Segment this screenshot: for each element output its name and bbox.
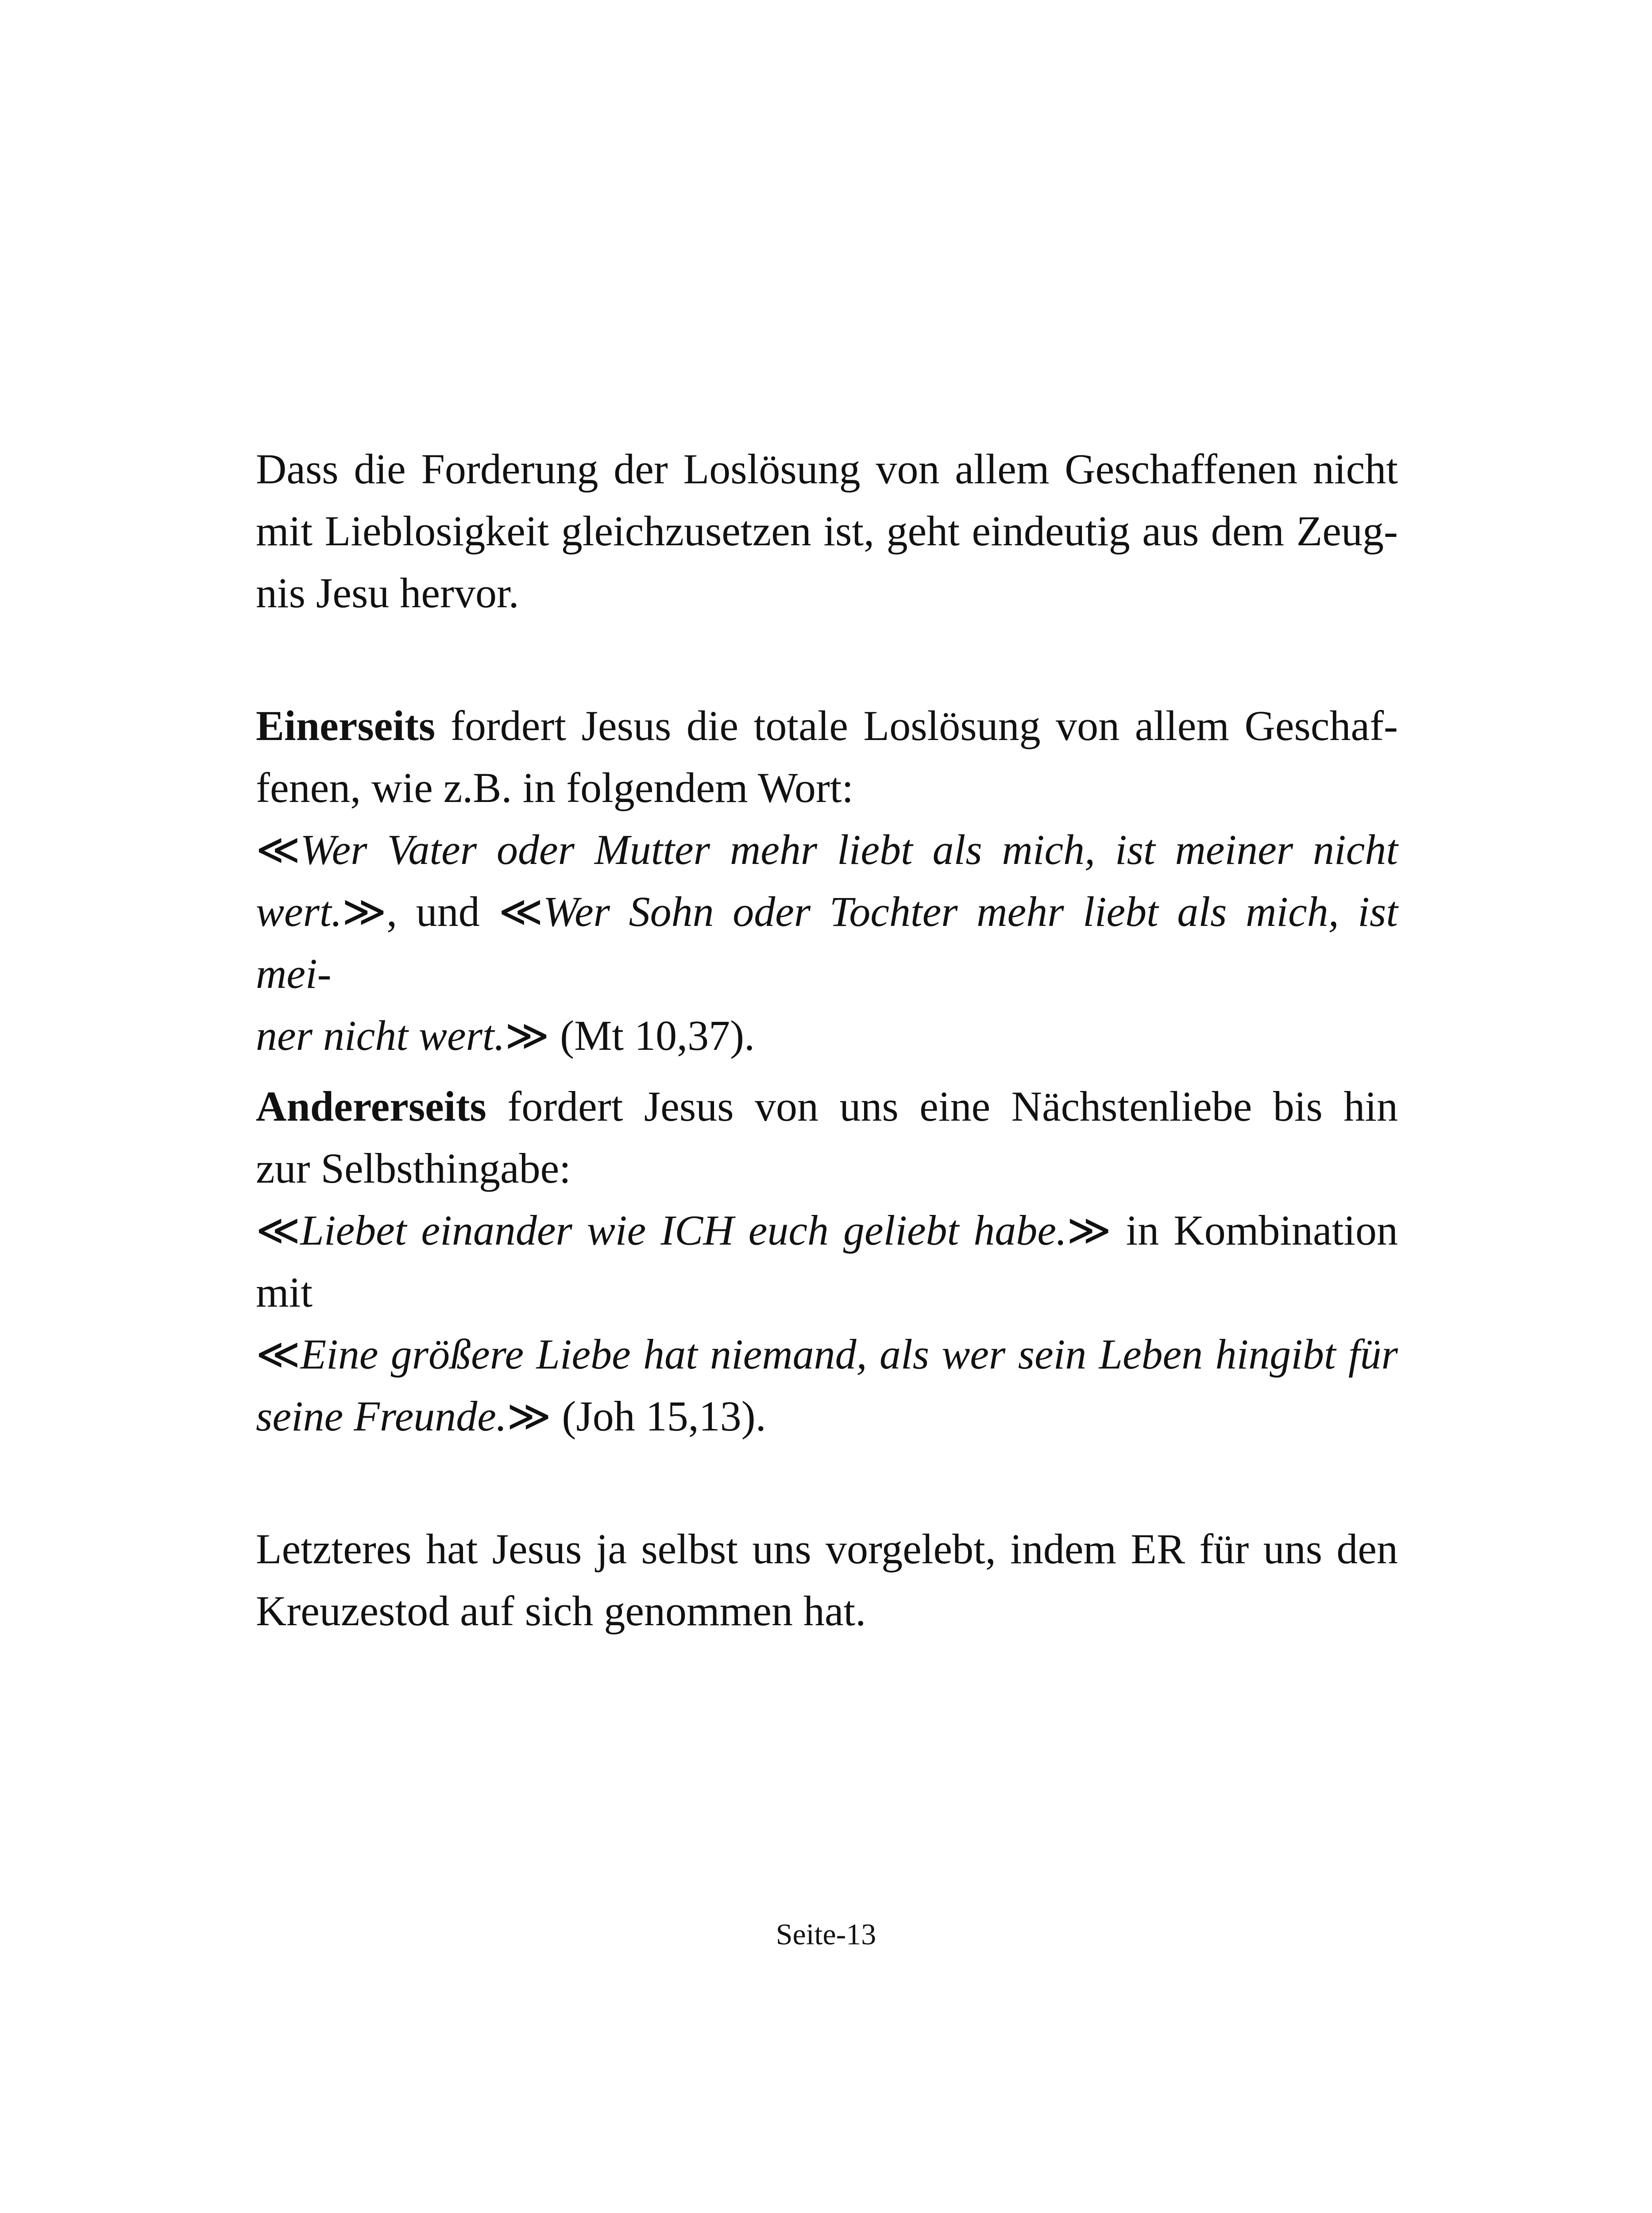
paragraph3-quote2-line1	[256, 1323, 1398, 1385]
paragraph2-quote1-line	[256, 819, 1398, 881]
quote-mt-10-37-part2: Wer Sohn oder Tochter mehr liebt als mich, ist mei-	[256, 888, 1398, 997]
paragraph3-quote1-line	[256, 1199, 1398, 1261]
quote-close-mark: ≫	[1067, 1207, 1112, 1254]
andererseits-bold: Andererseits	[256, 1083, 486, 1130]
quote-open-mark: ≪	[256, 1207, 301, 1254]
paragraph1-line2: mit Lieblosigkeit gleichzusetzen ist, geht eindeutig aus dem Zeug-	[256, 507, 1398, 555]
quote-joh-15-13-part2: seine Freunde.	[256, 1392, 507, 1440]
paragraph4-line1: Letzteres hat Jesus ja selbst uns vorgelebt, indem ER für uns den	[256, 1525, 1398, 1573]
quote-open-mark: ≪	[256, 826, 301, 873]
connector-text: , und	[386, 888, 499, 935]
paragraph4-line2: Kreuzestod auf sich genommen hat.	[256, 1587, 866, 1635]
einerseits-bold: Einerseits	[256, 702, 436, 749]
reference-mt-10-37: (Mt 10,37).	[549, 1012, 755, 1059]
paragraph2-line1	[256, 695, 1398, 757]
paragraph3-quote2-line2	[256, 1385, 1398, 1447]
paragraph2-quote-line2	[256, 881, 1398, 1005]
page-number: Seite-13	[776, 1917, 876, 1951]
paragraph-detachment-intro	[256, 438, 1398, 624]
paragraph3-line1-rest: fordert Jesus von uns eine Nächstenliebe bis hin	[486, 1083, 1398, 1130]
quote-liebet-einander: Liebet einander wie ICH euch geliebt habe.	[300, 1207, 1067, 1254]
paragraph1-line3: nis Jesu hervor.	[256, 569, 519, 617]
paragraph2-quote-line3	[256, 1005, 1398, 1067]
quote-close-mark: ≫	[342, 888, 387, 935]
quote-close-mark: ≫	[505, 1012, 550, 1059]
combination-text: in Kombination	[1111, 1207, 1398, 1254]
paragraph-andererseits	[256, 1076, 1398, 1447]
paragraph3-line4: mit	[256, 1268, 313, 1316]
paragraph2-line1-rest: fordert Jesus die totale Loslösung von allem Geschaf-	[435, 702, 1398, 749]
quote-mt-10-37-part1-end: wert.	[256, 888, 342, 935]
paragraph1-line1: Dass die Forderung der Loslösung von allem Geschaffenen nicht	[256, 445, 1398, 493]
quote-open-mark: ≪	[498, 888, 543, 935]
quote-open-mark: ≪	[256, 1330, 301, 1378]
paragraph2-line2: fenen, wie z.B. in folgendem Wort:	[256, 764, 854, 811]
quote-mt-10-37-part1: Wer Vater oder Mutter mehr liebt als mich, ist meiner nicht	[300, 826, 1398, 873]
paragraph-einerseits	[256, 695, 1398, 1067]
paragraph3-line2: zur Selbsthingabe:	[256, 1145, 571, 1192]
paragraph3-line1	[256, 1076, 1398, 1137]
quote-close-mark: ≫	[506, 1392, 552, 1440]
quote-joh-15-13-part1: Eine größere Liebe hat niemand, als wer sein Leben hingibt für	[300, 1330, 1398, 1378]
reference-joh-15-13: (Joh 15,13).	[551, 1392, 766, 1440]
quote-mt-10-37-part2-end: ner nicht wert.	[256, 1012, 505, 1059]
paragraph-conclusion	[256, 1518, 1398, 1642]
